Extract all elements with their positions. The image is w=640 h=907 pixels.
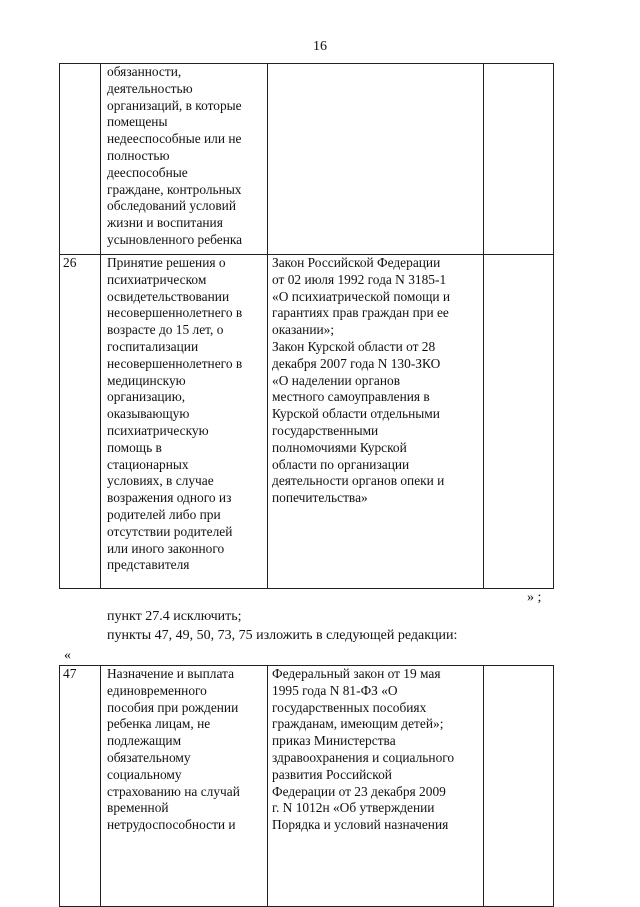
service-name: обязанности, деятельностью организаций, в которые помещены недееспособные или не полностью дееспособные граждане, контрольных обследований условий жизни и воспитания усыновленного ребенка [107, 64, 243, 247]
table-row [60, 666, 554, 907]
page-number: 16 [313, 39, 327, 54]
row-number: 47 [63, 666, 77, 681]
table-row [60, 255, 554, 589]
closing-quote: » ; [527, 590, 542, 605]
service-name: Принятие решения о психиатрическом освидетельствовании несовершеннолетнего в возрасте до 15 лет, о госпитализации несовершеннолетнего в медицинскую организацию, оказывающую психиатрическую помощь в стационарных условиях, в случае возражения одного из родителей либо при отсутствии родителей или иного законного представителя [107, 255, 243, 573]
service-name-cell [101, 64, 268, 255]
table-row [60, 64, 554, 255]
row-number-cell [60, 666, 101, 907]
note-cell [484, 666, 554, 907]
legal-basis: Федеральный закон от 19 мая 1995 года N 81-ФЗ «О государственных пособиях гражданам, имеющим детей»; приказ Министерства здравоохранения и социального развития Российской Федерации от 23 декабря 2009 г. N 1012н «Об утверждении Порядка и условий назначения [272, 666, 455, 833]
note-cell [484, 64, 554, 255]
legal-basis-cell [268, 666, 484, 907]
row-number-cell [60, 255, 101, 589]
instruction-amend: пункты 47, 49, 50, 73, 75 изложить в следующей редакции: [107, 628, 458, 643]
document-table-continued [59, 63, 554, 589]
row-number: 26 [63, 255, 77, 270]
legal-basis-cell [268, 64, 484, 255]
legal-basis-cell [268, 255, 484, 589]
note-cell [484, 255, 554, 589]
instruction-exclude: пункт 27.4 исключить; [107, 609, 242, 624]
legal-basis: Закон Российской Федерации от 02 июля 1992 года N 3185-1 «О психиатрической помощи и гарантиях прав граждан при ее оказании»; Закон Курской области от 28 декабря 2007 года N 130-ЗКО «О наделении органов местного самоуправления в Курской области отдельными государственными полномочиями Курской области по организации деятельности органов опеки и попечительства» [272, 255, 451, 506]
row-number-cell [60, 64, 101, 255]
service-name: Назначение и выплата единовременного пособия при рождении ребенка лицам, не подлежащим обязательному социальному страхованию на случай временной нетрудоспособности и [107, 666, 240, 833]
service-name-cell [101, 666, 268, 907]
document-table-new-edition [59, 665, 554, 907]
service-name-cell [101, 255, 268, 589]
opening-quote: « [64, 648, 71, 663]
